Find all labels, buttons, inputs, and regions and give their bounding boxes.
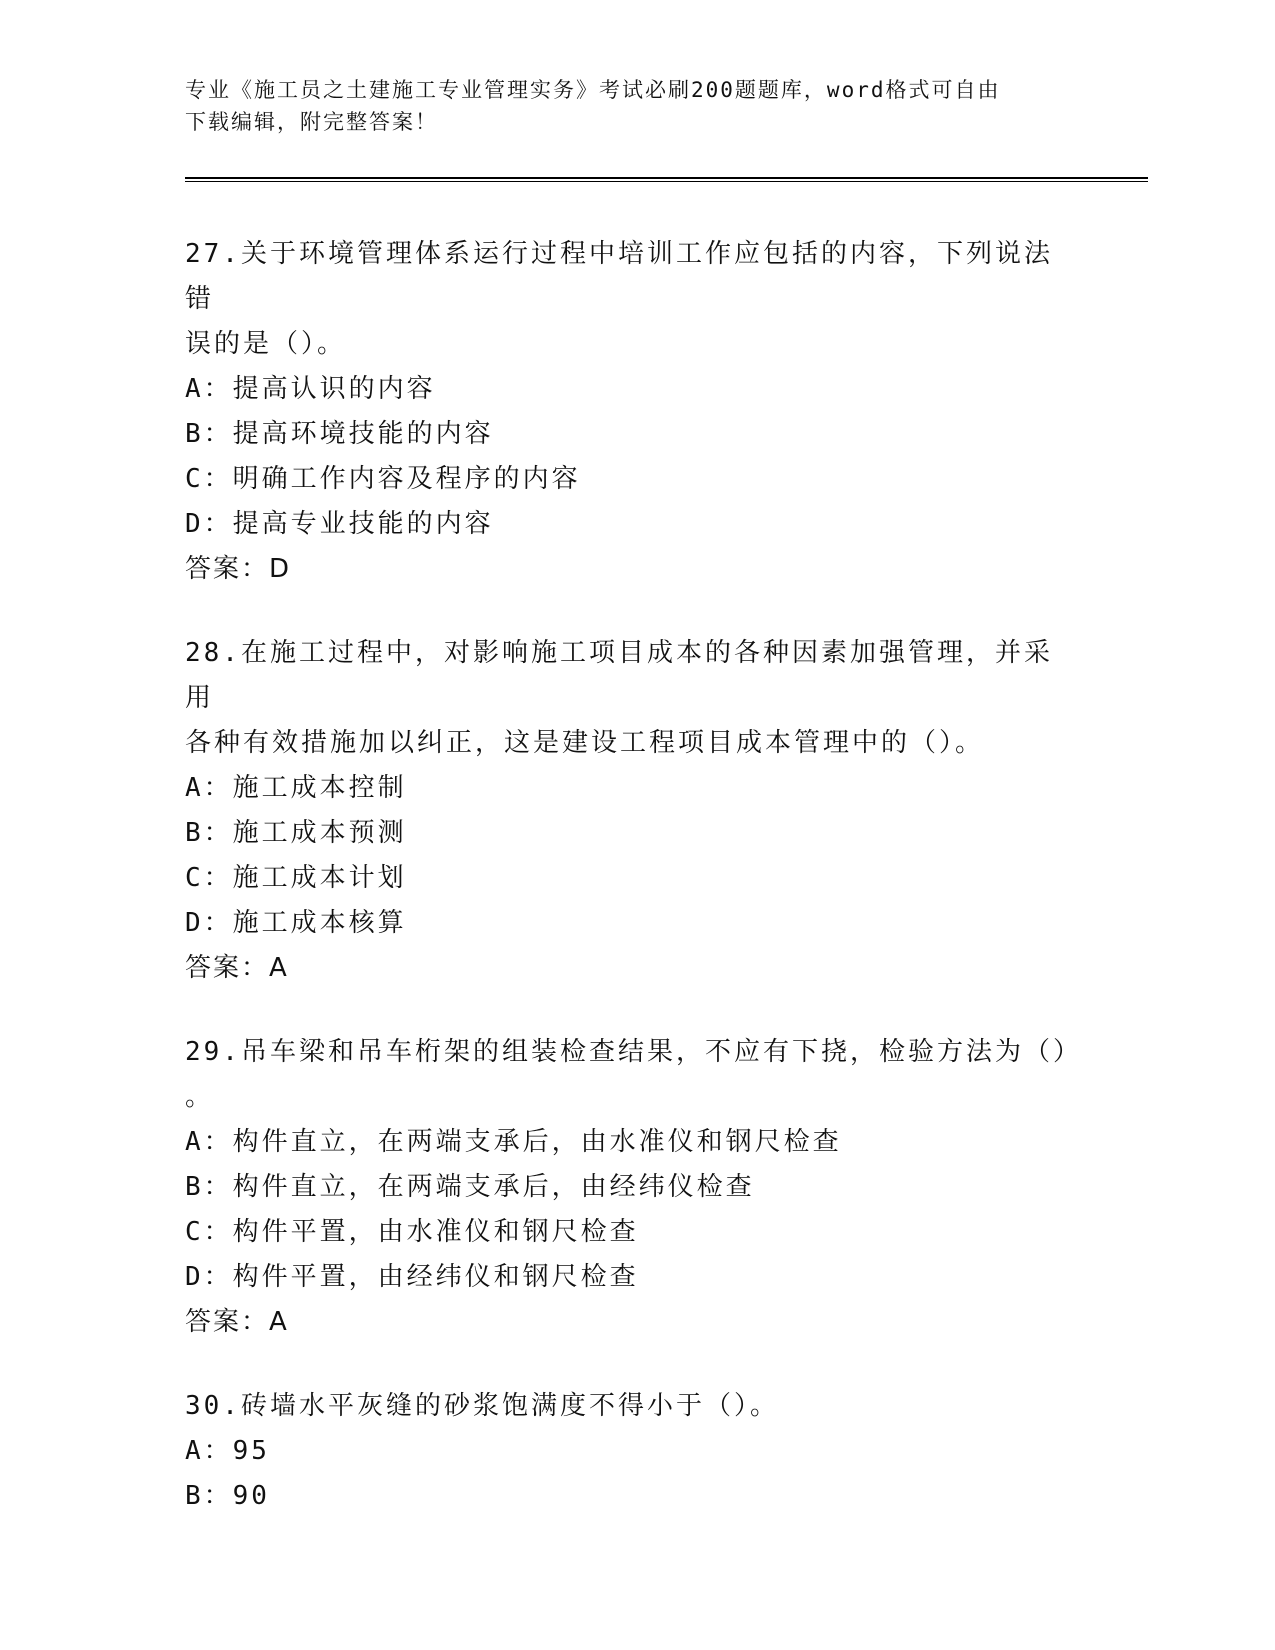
option-a: A：提高认识的内容	[185, 374, 436, 404]
option-c: C：明确工作内容及程序的内容	[185, 464, 581, 494]
question-text-line-1: 30.砖墙水平灰缝的砂浆饱满度不得小于（）。	[185, 1391, 779, 1421]
option-b: B：施工成本预测	[185, 818, 407, 848]
header-line-1: 专业《施工员之土建施工专业管理实务》考试必刷200题题库，word格式可自由	[185, 78, 1001, 102]
question-29	[185, 1030, 1082, 1345]
option-c: C：构件平置，由水准仪和钢尺检查	[185, 1217, 639, 1247]
header-divider-thin	[185, 181, 1148, 182]
question-list	[185, 232, 1082, 1558]
answer: 答案：D	[185, 554, 292, 584]
option-b: B：构件直立，在两端支承后，由经纬仪检查	[185, 1172, 755, 1202]
option-c: C：施工成本计划	[185, 863, 407, 893]
option-a: A：构件直立，在两端支承后，由水准仪和钢尺检查	[185, 1127, 842, 1157]
option-b: B：90	[185, 1481, 270, 1511]
question-text-line-2: 各种有效措施加以纠正，这是建设工程项目成本管理中的（）。	[185, 728, 985, 758]
question-text-line-2: 。	[185, 1082, 215, 1112]
option-d: D：构件平置，由经纬仪和钢尺检查	[185, 1262, 639, 1292]
option-d: D：提高专业技能的内容	[185, 509, 494, 539]
question-text-line-1: 27.关于环境管理体系运行过程中培训工作应包括的内容，下列说法错	[185, 239, 1053, 314]
answer: 答案：A	[185, 953, 289, 983]
header-divider-thick	[185, 177, 1148, 179]
option-b: B：提高环境技能的内容	[185, 419, 494, 449]
answer: 答案：A	[185, 1307, 289, 1337]
question-text-line-1: 28.在施工过程中，对影响施工项目成本的各种因素加强管理，并采用	[185, 638, 1053, 713]
question-text-line-1: 29.吊车梁和吊车桁架的组装检查结果，不应有下挠，检验方法为（）	[185, 1037, 1082, 1067]
option-a: A：施工成本控制	[185, 773, 407, 803]
option-a: A：95	[185, 1436, 270, 1466]
question-27	[185, 232, 1075, 592]
question-30	[185, 1384, 1075, 1519]
option-d: D：施工成本核算	[185, 908, 407, 938]
question-28	[185, 631, 1075, 991]
header-line-2: 下载编辑，附完整答案！	[185, 110, 438, 134]
question-text-line-2: 误的是（）。	[185, 329, 347, 359]
document-header	[185, 74, 1065, 138]
